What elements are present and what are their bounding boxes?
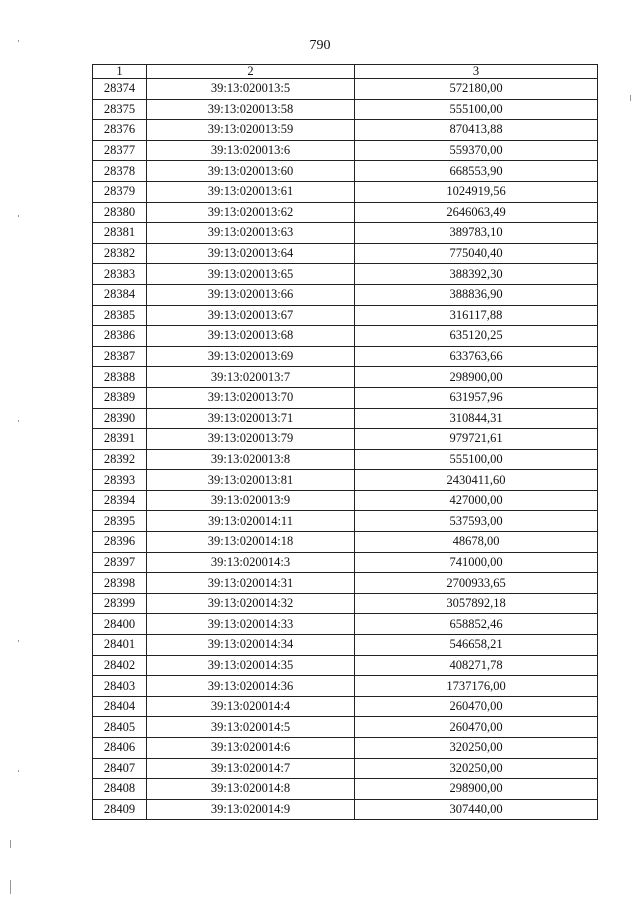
cadastral-number-cell: 39:13:020013:70 bbox=[147, 387, 355, 408]
table-row bbox=[93, 490, 598, 511]
table-row bbox=[93, 758, 598, 779]
row-number-cell: 28408 bbox=[93, 779, 147, 800]
row-number-cell: 28381 bbox=[93, 223, 147, 244]
value-cell: 389783,10 bbox=[355, 223, 598, 244]
table-row bbox=[93, 511, 598, 532]
header-row bbox=[93, 65, 598, 79]
row-number-cell: 28378 bbox=[93, 161, 147, 182]
scan-speck bbox=[630, 95, 631, 101]
scan-speck bbox=[18, 40, 19, 42]
table-row bbox=[93, 635, 598, 656]
page-number: 790 bbox=[309, 38, 331, 53]
row-number-cell: 28390 bbox=[93, 408, 147, 429]
table-row bbox=[93, 738, 598, 759]
row-number-cell: 28386 bbox=[93, 326, 147, 347]
cadastral-number-cell: 39:13:020013:63 bbox=[147, 223, 355, 244]
value-cell: 572180,00 bbox=[355, 79, 598, 100]
cadastral-number-cell: 39:13:020014:36 bbox=[147, 676, 355, 697]
table-row bbox=[93, 532, 598, 553]
table-row bbox=[93, 429, 598, 450]
table-row bbox=[93, 408, 598, 429]
value-cell: 559370,00 bbox=[355, 140, 598, 161]
cadastral-number-cell: 39:13:020014:8 bbox=[147, 779, 355, 800]
row-number-cell: 28389 bbox=[93, 387, 147, 408]
value-cell: 555100,00 bbox=[355, 99, 598, 120]
row-number-cell: 28393 bbox=[93, 470, 147, 491]
table-row bbox=[93, 79, 598, 100]
row-number-cell: 28392 bbox=[93, 449, 147, 470]
value-cell: 2700933,65 bbox=[355, 573, 598, 594]
value-cell: 870413,88 bbox=[355, 120, 598, 141]
cadastral-number-cell: 39:13:020014:35 bbox=[147, 655, 355, 676]
cadastral-number-cell: 39:13:020013:62 bbox=[147, 202, 355, 223]
table-row bbox=[93, 552, 598, 573]
cadastral-number-cell: 39:13:020014:3 bbox=[147, 552, 355, 573]
row-number-cell: 28391 bbox=[93, 429, 147, 450]
table-row bbox=[93, 676, 598, 697]
cadastral-number-cell: 39:13:020014:6 bbox=[147, 738, 355, 759]
table-row bbox=[93, 779, 598, 800]
table-row bbox=[93, 264, 598, 285]
value-cell: 427000,00 bbox=[355, 490, 598, 511]
cadastral-number-cell: 39:13:020013:67 bbox=[147, 305, 355, 326]
cadastral-number-cell: 39:13:020014:31 bbox=[147, 573, 355, 594]
value-cell: 388836,90 bbox=[355, 284, 598, 305]
cadastral-number-cell: 39:13:020014:7 bbox=[147, 758, 355, 779]
scan-speck bbox=[18, 770, 19, 772]
cadastral-number-cell: 39:13:020013:68 bbox=[147, 326, 355, 347]
cadastral-number-cell: 39:13:020013:58 bbox=[147, 99, 355, 120]
row-number-cell: 28404 bbox=[93, 696, 147, 717]
row-number-cell: 28379 bbox=[93, 181, 147, 202]
value-cell: 631957,96 bbox=[355, 387, 598, 408]
row-number-cell: 28383 bbox=[93, 264, 147, 285]
table-row bbox=[93, 449, 598, 470]
value-cell: 1737176,00 bbox=[355, 676, 598, 697]
row-number-cell: 28407 bbox=[93, 758, 147, 779]
value-cell: 741000,00 bbox=[355, 552, 598, 573]
cadastral-number-cell: 39:13:020014:18 bbox=[147, 532, 355, 553]
row-number-cell: 28380 bbox=[93, 202, 147, 223]
table-row bbox=[93, 284, 598, 305]
value-cell: 775040,40 bbox=[355, 243, 598, 264]
cadastral-number-cell: 39:13:020013:8 bbox=[147, 449, 355, 470]
table-row bbox=[93, 470, 598, 491]
cadastral-number-cell: 39:13:020013:66 bbox=[147, 284, 355, 305]
value-cell: 298900,00 bbox=[355, 779, 598, 800]
value-cell: 2430411,60 bbox=[355, 470, 598, 491]
value-cell: 537593,00 bbox=[355, 511, 598, 532]
value-cell: 546658,21 bbox=[355, 635, 598, 656]
cadastral-number-cell: 39:13:020013:9 bbox=[147, 490, 355, 511]
table-row bbox=[93, 99, 598, 120]
row-number-cell: 28397 bbox=[93, 552, 147, 573]
row-number-cell: 28409 bbox=[93, 799, 147, 820]
row-number-cell: 28399 bbox=[93, 593, 147, 614]
row-number-cell: 28395 bbox=[93, 511, 147, 532]
row-number-cell: 28405 bbox=[93, 717, 147, 738]
cadastral-number-cell: 39:13:020014:11 bbox=[147, 511, 355, 532]
row-number-cell: 28385 bbox=[93, 305, 147, 326]
cadastral-number-cell: 39:13:020013:71 bbox=[147, 408, 355, 429]
column-header-3: 3 bbox=[355, 65, 598, 79]
value-cell: 979721,61 bbox=[355, 429, 598, 450]
value-cell: 635120,25 bbox=[355, 326, 598, 347]
row-number-cell: 28382 bbox=[93, 243, 147, 264]
scan-speck bbox=[18, 215, 19, 217]
value-cell: 668553,90 bbox=[355, 161, 598, 182]
value-cell: 298900,00 bbox=[355, 367, 598, 388]
row-number-cell: 28403 bbox=[93, 676, 147, 697]
cadastral-number-cell: 39:13:020013:59 bbox=[147, 120, 355, 141]
value-cell: 310844,31 bbox=[355, 408, 598, 429]
cadastral-number-cell: 39:13:020014:4 bbox=[147, 696, 355, 717]
scan-speck bbox=[10, 880, 11, 894]
row-number-cell: 28388 bbox=[93, 367, 147, 388]
table-header bbox=[93, 65, 598, 79]
table-row bbox=[93, 696, 598, 717]
table-row bbox=[93, 593, 598, 614]
table-row bbox=[93, 717, 598, 738]
table-row bbox=[93, 181, 598, 202]
cadastral-number-cell: 39:13:020013:65 bbox=[147, 264, 355, 285]
table-row bbox=[93, 161, 598, 182]
row-number-cell: 28394 bbox=[93, 490, 147, 511]
table-row bbox=[93, 202, 598, 223]
row-number-cell: 28396 bbox=[93, 532, 147, 553]
table-row bbox=[93, 346, 598, 367]
cadastral-number-cell: 39:13:020013:5 bbox=[147, 79, 355, 100]
cadastral-number-cell: 39:13:020014:9 bbox=[147, 799, 355, 820]
cadastral-number-cell: 39:13:020013:81 bbox=[147, 470, 355, 491]
table-row bbox=[93, 140, 598, 161]
value-cell: 1024919,56 bbox=[355, 181, 598, 202]
cadastral-number-cell: 39:13:020013:6 bbox=[147, 140, 355, 161]
table-row bbox=[93, 655, 598, 676]
column-header-1: 1 bbox=[93, 65, 147, 79]
value-cell: 260470,00 bbox=[355, 696, 598, 717]
value-cell: 2646063,49 bbox=[355, 202, 598, 223]
row-number-cell: 28377 bbox=[93, 140, 147, 161]
scan-speck bbox=[18, 640, 19, 642]
row-number-cell: 28384 bbox=[93, 284, 147, 305]
table-row bbox=[93, 326, 598, 347]
cadastral-number-cell: 39:13:020014:34 bbox=[147, 635, 355, 656]
row-number-cell: 28401 bbox=[93, 635, 147, 656]
row-number-cell: 28376 bbox=[93, 120, 147, 141]
cadastral-number-cell: 39:13:020013:7 bbox=[147, 367, 355, 388]
value-cell: 320250,00 bbox=[355, 758, 598, 779]
value-cell: 320250,00 bbox=[355, 738, 598, 759]
row-number-cell: 28400 bbox=[93, 614, 147, 635]
row-number-cell: 28375 bbox=[93, 99, 147, 120]
table-row bbox=[93, 799, 598, 820]
cadastral-number-cell: 39:13:020013:69 bbox=[147, 346, 355, 367]
value-cell: 307440,00 bbox=[355, 799, 598, 820]
value-cell: 555100,00 bbox=[355, 449, 598, 470]
cadastral-number-cell: 39:13:020013:79 bbox=[147, 429, 355, 450]
value-cell: 48678,00 bbox=[355, 532, 598, 553]
value-cell: 316117,88 bbox=[355, 305, 598, 326]
value-cell: 3057892,18 bbox=[355, 593, 598, 614]
scan-speck bbox=[18, 420, 19, 422]
column-header-2: 2 bbox=[147, 65, 355, 79]
row-number-cell: 28374 bbox=[93, 79, 147, 100]
table-row bbox=[93, 120, 598, 141]
table-row bbox=[93, 223, 598, 244]
table-row bbox=[93, 387, 598, 408]
value-cell: 658852,46 bbox=[355, 614, 598, 635]
row-number-cell: 28387 bbox=[93, 346, 147, 367]
cadastral-number-cell: 39:13:020014:32 bbox=[147, 593, 355, 614]
value-cell: 408271,78 bbox=[355, 655, 598, 676]
cadastral-number-cell: 39:13:020013:60 bbox=[147, 161, 355, 182]
scan-speck bbox=[10, 840, 11, 848]
row-number-cell: 28398 bbox=[93, 573, 147, 594]
cadastral-number-cell: 39:13:020014:33 bbox=[147, 614, 355, 635]
row-number-cell: 28402 bbox=[93, 655, 147, 676]
cadastral-number-cell: 39:13:020014:5 bbox=[147, 717, 355, 738]
cadastral-number-cell: 39:13:020013:61 bbox=[147, 181, 355, 202]
value-cell: 260470,00 bbox=[355, 717, 598, 738]
value-cell: 388392,30 bbox=[355, 264, 598, 285]
registry-table bbox=[92, 64, 598, 820]
table-row bbox=[93, 573, 598, 594]
table-body bbox=[93, 79, 598, 820]
value-cell: 633763,66 bbox=[355, 346, 598, 367]
table-row bbox=[93, 243, 598, 264]
row-number-cell: 28406 bbox=[93, 738, 147, 759]
table-row bbox=[93, 305, 598, 326]
table-row bbox=[93, 614, 598, 635]
cadastral-number-cell: 39:13:020013:64 bbox=[147, 243, 355, 264]
table-row bbox=[93, 367, 598, 388]
